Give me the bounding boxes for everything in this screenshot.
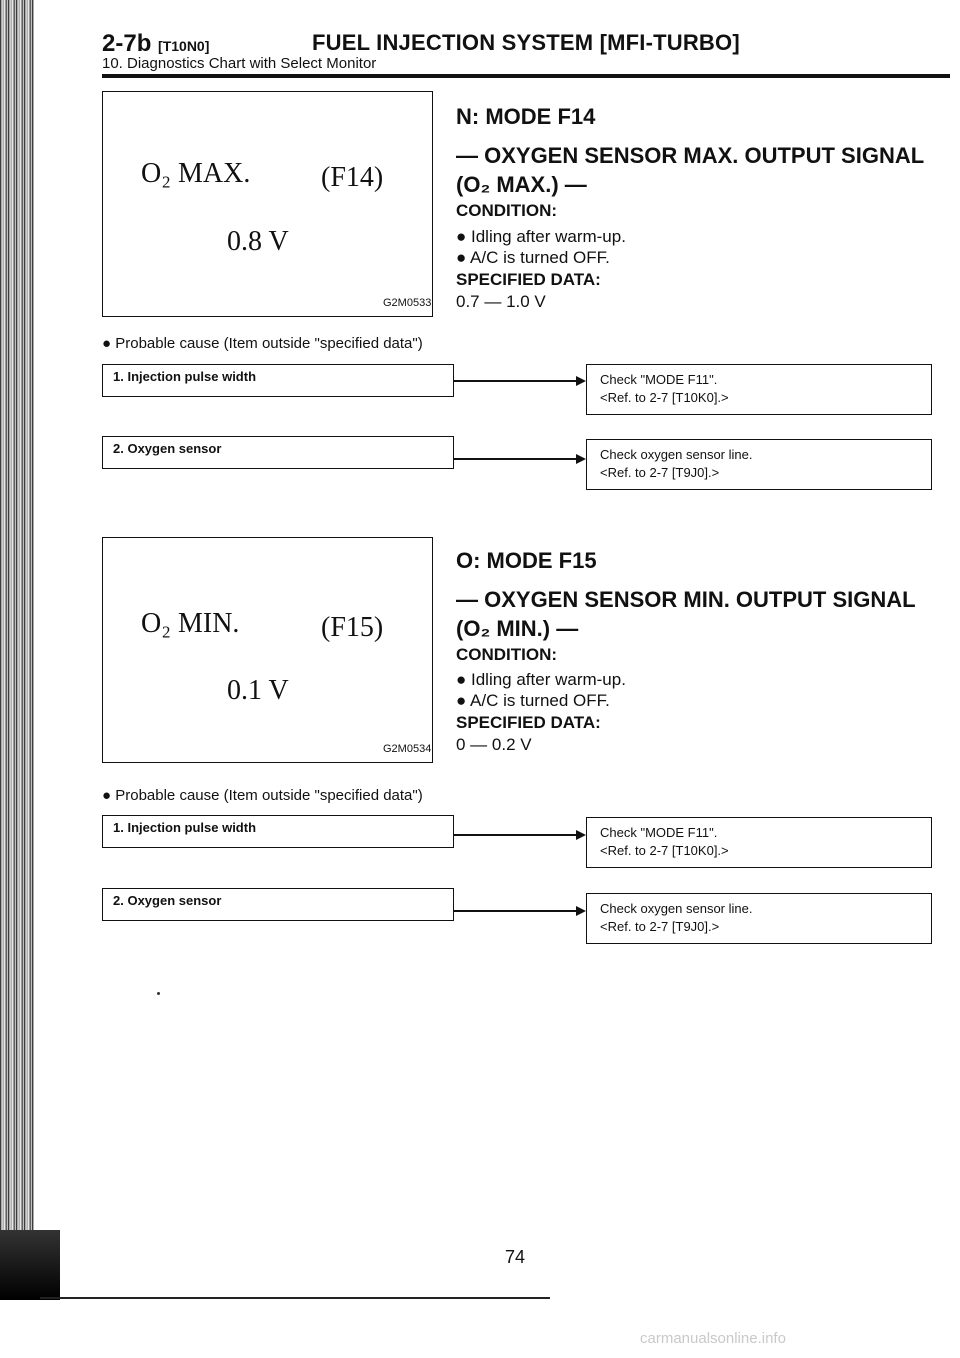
check-box [586, 439, 932, 490]
cause-box: 2. Oxygen sensor [102, 436, 454, 469]
monitor-mode: (F14) [321, 162, 384, 193]
section-code [102, 30, 209, 58]
figure-code: G2M0534 [383, 743, 432, 755]
check-box [586, 817, 932, 868]
check-action: Check "MODE F11". [600, 372, 718, 387]
connector-line [454, 458, 578, 460]
check-reference: <Ref. to 2-7 [T9J0].> [600, 464, 720, 480]
monitor-value: 0.1 V [227, 675, 289, 706]
section-tag: [T10N0] [158, 38, 210, 54]
check-action: Check "MODE F11". [600, 825, 718, 840]
check-box [586, 893, 932, 944]
arrow-right-icon [576, 906, 586, 916]
footer-watermark: carmanualsonline.info [640, 1330, 786, 1347]
figure-code: G2M0533 [383, 297, 432, 309]
condition-item: ● Idling after warm-up. [456, 227, 626, 246]
mode-title-line2: (O₂ MAX.) — [456, 172, 587, 197]
header-rule [102, 74, 950, 78]
check-box [586, 364, 932, 415]
condition-label: CONDITION: [456, 201, 558, 220]
monitor-display-f14 [102, 91, 433, 317]
page-number: 74 [505, 1247, 526, 1267]
arrow-right-icon [576, 376, 586, 386]
bottom-rule [40, 1297, 550, 1299]
mode-title-line1: — OXYGEN SENSOR MIN. OUTPUT SIGNAL [456, 587, 916, 612]
binding-edge [0, 0, 34, 1290]
binding-shadow [0, 1230, 60, 1300]
mode-heading: O: MODE F15 [456, 548, 597, 573]
condition-label: CONDITION: [456, 645, 558, 664]
mode-title-line2: (O₂ MIN.) — [456, 616, 579, 641]
check-action: Check oxygen sensor line. [600, 447, 753, 462]
section-number: 2-7b [102, 30, 152, 57]
monitor-value: 0.8 V [227, 226, 289, 257]
arrow-right-icon [576, 454, 586, 464]
page-title: FUEL INJECTION SYSTEM [MFI-TURBO] [312, 30, 740, 55]
check-reference: <Ref. to 2-7 [T10K0].> [600, 389, 729, 405]
page-subtitle: 10. Diagnostics Chart with Select Monitor [102, 55, 377, 72]
probable-cause-note: ● Probable cause (Item outside "specified data") [102, 787, 423, 804]
arrow-right-icon [576, 830, 586, 840]
mode-heading: N: MODE F14 [456, 104, 596, 129]
condition-item: ● Idling after warm-up. [456, 670, 626, 689]
specified-label: SPECIFIED DATA: [456, 713, 601, 732]
connector-line [454, 380, 578, 382]
specified-value: 0.7 — 1.0 V [456, 292, 546, 311]
check-action: Check oxygen sensor line. [600, 901, 753, 916]
cause-box: 1. Injection pulse width [102, 364, 454, 397]
check-reference: <Ref. to 2-7 [T10K0].> [600, 842, 729, 858]
check-reference: <Ref. to 2-7 [T9J0].> [600, 918, 720, 934]
monitor-display-f15 [102, 537, 433, 763]
condition-item: ● A/C is turned OFF. [456, 248, 610, 267]
cause-box: 2. Oxygen sensor [102, 888, 454, 921]
monitor-parameter: O₂ MIN. [141, 608, 240, 639]
condition-item: ● A/C is turned OFF. [456, 691, 610, 710]
specified-label: SPECIFIED DATA: [456, 270, 601, 289]
connector-line [454, 910, 578, 912]
mode-title-line1: — OXYGEN SENSOR MAX. OUTPUT SIGNAL [456, 143, 925, 168]
monitor-mode: (F15) [321, 612, 384, 643]
monitor-parameter: O₂ MAX. [141, 158, 251, 189]
probable-cause-note: ● Probable cause (Item outside "specified data") [102, 335, 423, 352]
cause-box: 1. Injection pulse width [102, 815, 454, 848]
speck [157, 992, 160, 995]
specified-value: 0 — 0.2 V [456, 735, 532, 754]
connector-line [454, 834, 578, 836]
